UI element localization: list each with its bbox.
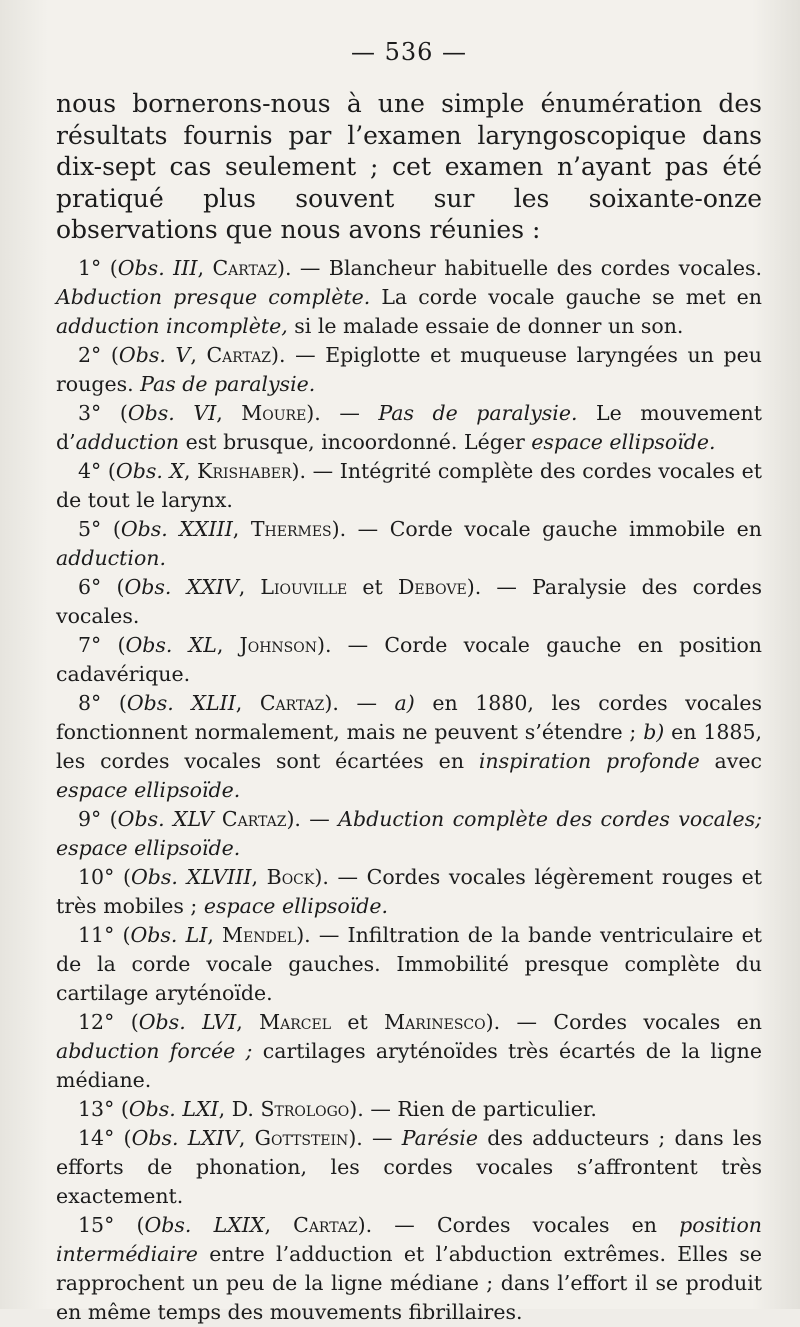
obs-reference: Obs. XLV (117, 806, 214, 831)
obs-number: 9° (78, 806, 102, 831)
observation-5: 5° (Obs. XXIII, Thermes). — Corde vocale gauche immobile en adduction. (56, 516, 763, 570)
obs-author: Cartaz (259, 690, 325, 715)
observation-8: 8° (Obs. XLII, Cartaz). — a) en 1880, les cordes vocales fonctionnent normalement, mais ne peuvent s’étendre ; b) en 1885, les cordes vocales sont écartées en inspiration profonde avec espace ellipsoïde. (56, 690, 763, 802)
observation-14: 14° (Obs. LXIV, Gottstein). — Parésie des adducteurs ; dans les efforts de phonation, les cordes vocales s’affrontent très exactement. (56, 1125, 763, 1208)
obs-number: 14° (78, 1125, 115, 1150)
obs-author: Krishaber (197, 458, 292, 483)
obs-reference: Obs. LVI (138, 1009, 237, 1034)
obs-number: 1° (78, 255, 102, 280)
obs-reference: Obs. XLII (126, 690, 236, 715)
obs-reference: Obs. LI (130, 922, 208, 947)
obs-author: Cartaz (293, 1212, 358, 1237)
observation-2: 2° (Obs. V, Cartaz). — Epiglotte et muqueuse laryngées un peu rouges. Pas de paralysie. (56, 342, 763, 396)
obs-author: Moure (241, 400, 307, 425)
intro-paragraph: nous bornerons-nous à une simple énumération des résultats fournis par l’examen laryngoscopique dans dix-sept cas seulement ; cet examen n’ayant pas été pratiqué plus souvent sur les soixante-onze observations que nous avons réunies : (56, 89, 762, 244)
obs-author: Cartaz (206, 342, 271, 367)
obs-author: Liouville (260, 574, 348, 599)
obs-author: Mendel (221, 922, 297, 947)
observation-7: 7° (Obs. XL, Johnson). — Corde vocale gauche en position cadavérique. (56, 632, 762, 686)
obs-number: 4° (78, 458, 102, 483)
obs-number: 15° (78, 1212, 115, 1237)
obs-number: 10° (78, 864, 115, 889)
obs-reference: Obs. LXIX (144, 1212, 265, 1237)
obs-reference: Obs. LXIV (131, 1125, 239, 1150)
observation-15: 15° (Obs. LXIX, Cartaz). — Cordes vocales en position intermédiaire entre l’adduction et l’abduction extrêmes. Elles se rapprochent un peu de la ligne médiane ; dans l’effort il se produit en même temps des mouvements fibrillaires. (56, 1212, 762, 1324)
obs-reference: Obs. III (117, 255, 198, 280)
obs-reference: Obs. XXIII (120, 516, 233, 541)
obs-author: Cartaz (221, 806, 287, 831)
obs-number: 6° (78, 574, 102, 599)
obs-reference: Obs. LXI (128, 1096, 219, 1121)
observation-10: 10° (Obs. XLVIII, Bock). — Cordes vocales légèrement rouges et très mobiles ; espace ellipsoïde. (56, 864, 762, 918)
observation-13: 13° (Obs. LXI, D. Strologo). — Rien de particulier. (78, 1096, 597, 1121)
obs-reference: Obs. XXIV (124, 574, 239, 599)
obs-author: Bock (266, 864, 315, 889)
observation-4: 4° (Obs. X, Krishaber). — Intégrité complète des cordes vocales et de tout le larynx. (56, 458, 763, 512)
obs-author: Cartaz (212, 255, 277, 280)
obs-author-2: Marinesco (384, 1009, 486, 1034)
obs-author: Thermes (250, 516, 332, 541)
observation-9: 9° (Obs. XLV Cartaz). — Abduction complète des cordes vocales; espace ellipsoïde. (56, 806, 763, 860)
obs-reference: Obs. V (118, 342, 191, 367)
obs-reference: Obs. XLVIII (130, 864, 252, 889)
obs-author: Gottstein (254, 1125, 349, 1150)
observation-12: 12° (Obs. LVI, Marcel et Marinesco). — Cordes vocales en abduction forcée ; cartilages aryténoïdes très écartés de la ligne médiane. (56, 1009, 762, 1092)
obs-number: 5° (78, 516, 102, 541)
obs-number: 13° (78, 1096, 115, 1121)
obs-number: 7° (78, 632, 102, 657)
obs-author: Marcel (259, 1009, 331, 1034)
obs-author: Strologo (260, 1096, 350, 1121)
obs-number: 12° (78, 1009, 115, 1034)
observation-6: 6° (Obs. XXIV, Liouville et Debove). — Paralysie des cordes vocales. (56, 574, 763, 628)
observation-3: 3° (Obs. VI, Moure). — Pas de paralysie. Le mouvement d’adduction est brusque, incoordonné. Léger espace ellipsoïde. (56, 400, 762, 454)
page-number: — 536 — (350, 38, 468, 66)
obs-author: Johnson (239, 632, 317, 657)
obs-author-2: Debove (397, 574, 467, 599)
obs-reference: Obs. VI (127, 400, 217, 425)
observation-1: 1° (Obs. III, Cartaz). — Blancheur habituelle des cordes vocales. Abduction presque complète. La corde vocale gauche se met en adduction incomplète, si le malade essaie de donner un son. (56, 255, 762, 338)
obs-number: 8° (78, 690, 102, 715)
observation-11: 11° (Obs. LI, Mendel). — Infiltration de la bande ventriculaire et de la corde vocale gauches. Immobilité presque complète du cartilage aryténoïde. (56, 922, 762, 1005)
obs-reference: Obs. X (115, 458, 185, 483)
obs-reference: Obs. XL (125, 632, 217, 657)
obs-number: 2° (78, 342, 102, 367)
obs-number: 3° (78, 400, 102, 425)
obs-number: 11° (78, 922, 115, 947)
